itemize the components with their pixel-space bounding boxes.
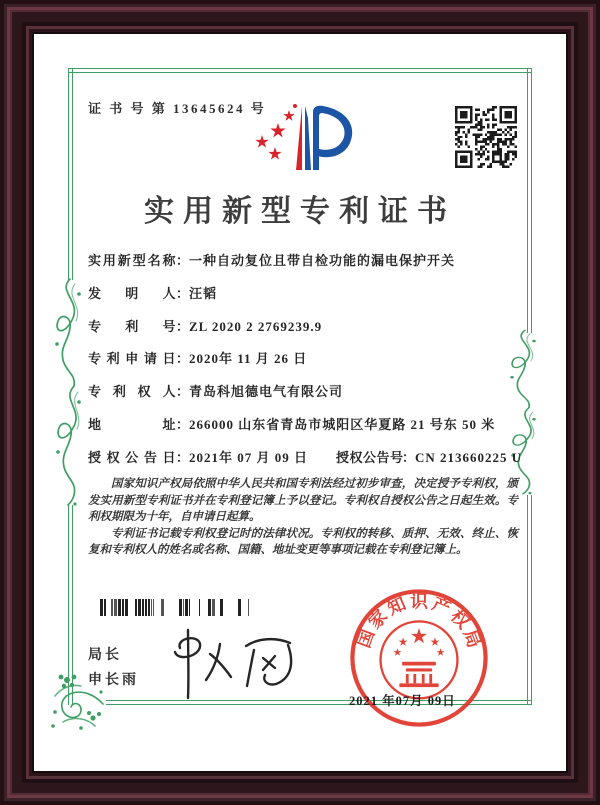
field-label: 发明人 <box>88 285 176 301</box>
field-row-inventor <box>88 283 518 316</box>
field-colon: ： <box>176 449 190 465</box>
field-row-application-date <box>88 348 518 381</box>
cnipa-logo-icon <box>242 98 364 178</box>
seal-char: 局 <box>459 626 485 651</box>
signature-icon <box>158 622 320 702</box>
field-value: 青岛科旭德电气有限公司 <box>189 384 344 400</box>
field-colon: ： <box>402 449 416 465</box>
field-label: 地址 <box>88 416 176 432</box>
field-value: 一种自动复位且带自检功能的漏电保护开关 <box>189 253 456 268</box>
field-value: ZL 2020 2 2769239.9 <box>189 318 323 334</box>
seal-char: 知 <box>384 593 409 619</box>
seal-char: 家 <box>364 605 392 633</box>
barcode <box>100 599 254 616</box>
qr-code <box>455 106 517 168</box>
field-value: CN 213660225 U <box>415 449 523 465</box>
field-list <box>88 250 523 480</box>
body-paragraph: 专利证书记载专利权登记时的法律状况。专利权的转移、质押、无效、终止、恢复和专利权人的姓名或名称、国籍、地址变更等事项记载在专利登记簿上。 <box>88 527 518 556</box>
official-seal <box>344 583 494 733</box>
seal-date: 2021 年07月 09日 <box>349 694 456 708</box>
seal-char: 国 <box>353 626 379 651</box>
field-label: 专利权人 <box>88 384 176 400</box>
vine-ornament-icon <box>51 276 87 508</box>
field-label: 专利申请日 <box>88 351 176 367</box>
certificate-title: 实用新型专利证书 <box>144 195 456 228</box>
field-label: 专利号 <box>88 318 176 334</box>
field-value: 2021年 07 月 09 日 <box>189 449 309 465</box>
field-value: 266000 山东省青岛市城阳区华夏路 21 号东 50 米 <box>189 416 496 432</box>
field-colon: ： <box>176 253 190 268</box>
field-colon: ： <box>176 384 190 400</box>
field-colon: ： <box>176 351 190 367</box>
field-row-grant <box>88 447 523 480</box>
field-label: 授权公告号 <box>336 449 404 465</box>
national-emblem-icon <box>381 621 458 698</box>
field-value: 汪韬 <box>189 285 218 301</box>
field-value: 2020年 11 月 26 日 <box>189 351 308 367</box>
field-colon: ： <box>176 285 190 301</box>
field-pair-announcement-no <box>336 447 522 466</box>
field-row-name <box>88 250 518 283</box>
certificate-number: 证 书 号 第 13645624 号 <box>88 101 267 116</box>
seal-char: 识 <box>410 591 428 612</box>
field-label: 授权公告日 <box>88 449 176 465</box>
seal-char: 产 <box>429 593 454 619</box>
legal-text <box>88 476 518 559</box>
director-title: 局长 <box>88 646 122 662</box>
body-paragraph: 国家知识产权局依照中华人民共和国专利法经过初步审查，决定授予专利权，颁发实用新型专利证书并在专利登记簿上予以登记。专利权自授权公告之日起生效。专利权期限为十年，自申请日起算。 <box>88 478 518 523</box>
field-row-address <box>88 414 518 447</box>
field-label: 实用新型名称 <box>88 253 176 268</box>
field-colon: ： <box>176 416 190 432</box>
border-top-line <box>68 68 532 73</box>
director-name: 申长雨 <box>88 671 139 687</box>
field-row-patent-number <box>88 316 518 349</box>
border-right-line-lower <box>527 495 532 705</box>
director-block <box>88 642 139 692</box>
field-row-patentee <box>88 381 518 414</box>
field-colon: ： <box>176 318 190 334</box>
border-left-line-upper <box>68 68 73 280</box>
seal-char: 权 <box>446 605 474 633</box>
